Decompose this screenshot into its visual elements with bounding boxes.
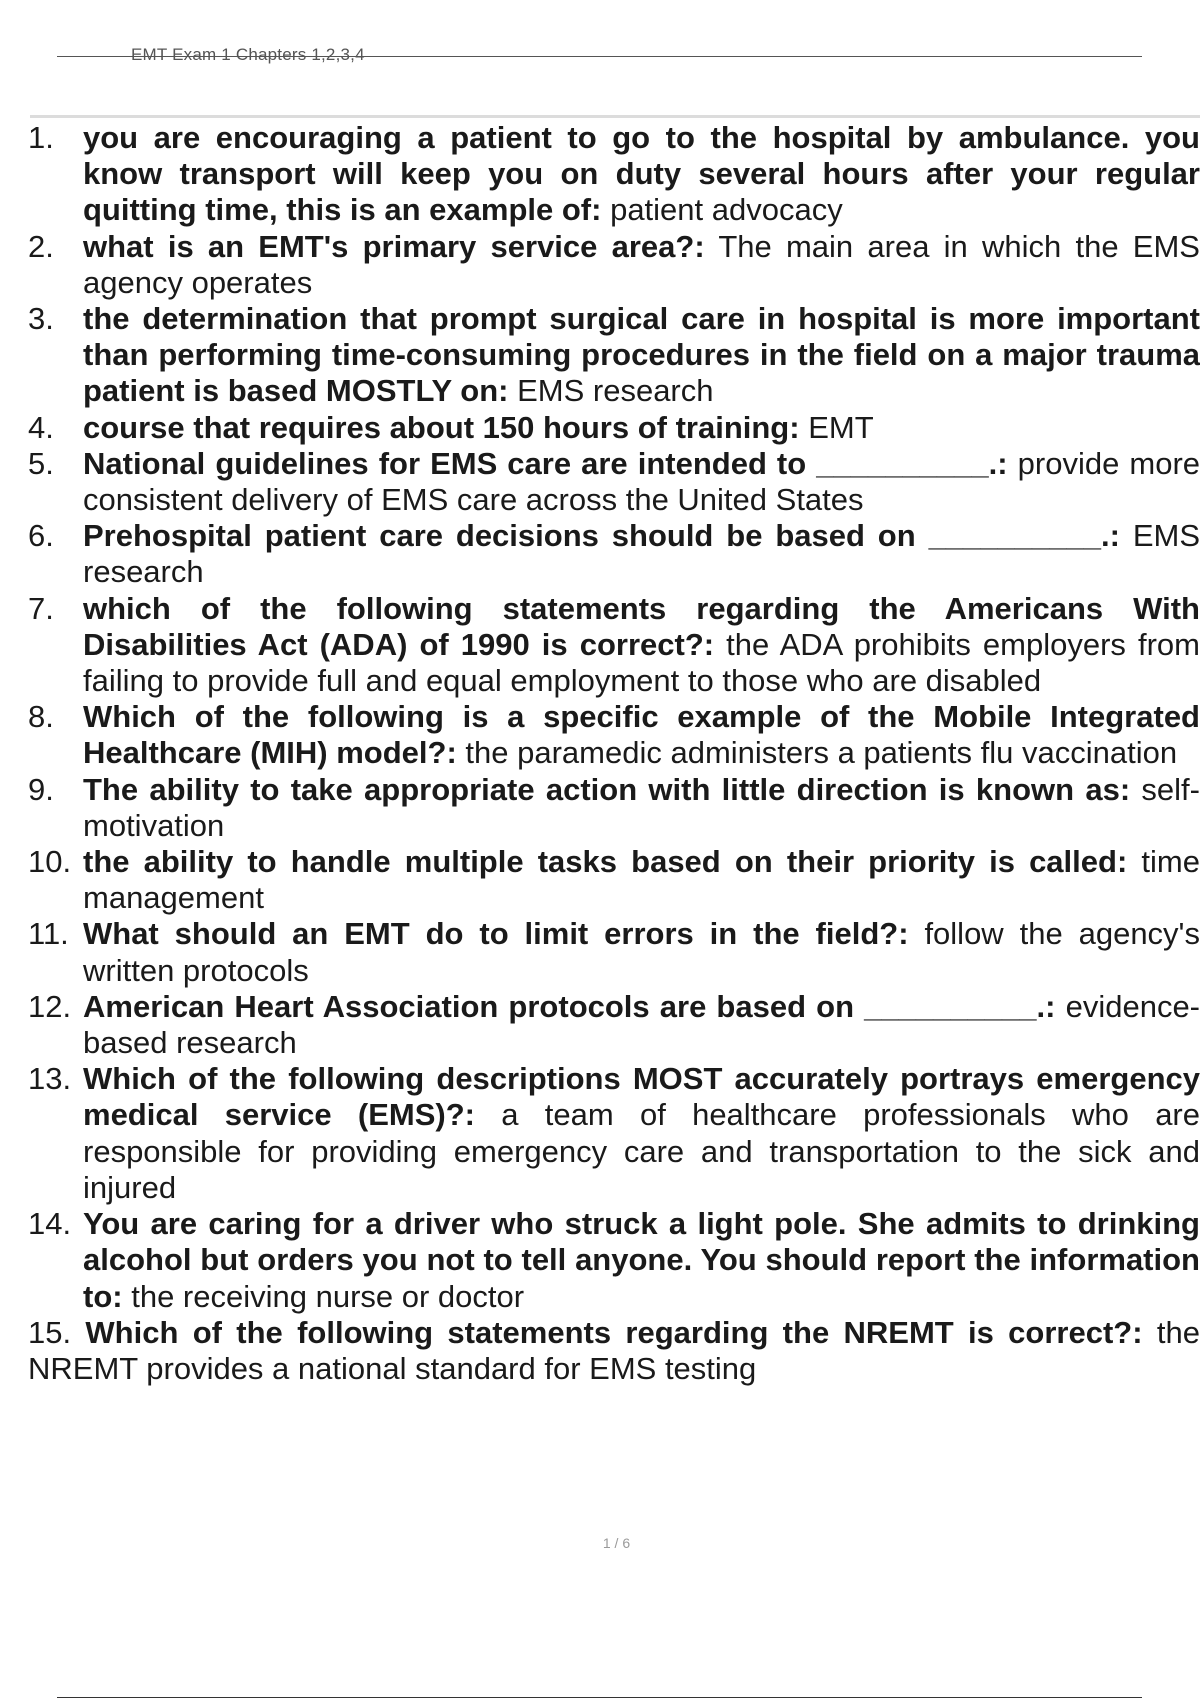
question-number: 15. xyxy=(28,1314,72,1350)
question-number: 3. xyxy=(28,301,54,337)
question-item xyxy=(28,120,1200,229)
question-text: course that requires about 150 hours of training: xyxy=(83,409,800,445)
question-number: 10. xyxy=(28,844,72,880)
question-item xyxy=(28,446,1200,518)
question-text: What should an EMT do to limit errors in the field?: xyxy=(83,916,909,952)
answer-text: evidence-based research xyxy=(83,988,1200,1061)
question-item xyxy=(28,591,1200,700)
question-text: the ability to handle multiple tasks based on their priority is called: xyxy=(83,844,1128,880)
answer-text: follow the agency's written protocols xyxy=(83,916,1200,988)
question-text: Which of the following statements regarding the NREMT is correct?: xyxy=(85,1314,1143,1350)
question-item xyxy=(28,989,1200,1061)
answer-text: the ADA prohibits employers from failing to provide full and equal employment to those who are disabled xyxy=(83,626,1200,699)
question-text: you are encouraging a patient to go to the hospital by ambulance. you know transport will keep you on duty several hours after your regular quitting time, this is an example of: xyxy=(83,120,1200,228)
question-number: 7. xyxy=(28,590,54,626)
question-text: Which of the following descriptions MOST accurately portrays emergency medical service (EMS)?: xyxy=(83,1061,1200,1133)
question-number: 14. xyxy=(28,1206,72,1242)
question-item xyxy=(28,844,1200,916)
question-text: what is an EMT's primary service area?: xyxy=(83,228,705,264)
question-item xyxy=(28,772,1200,844)
answer-text: the NREMT provides a national standard for EMS testing xyxy=(28,1314,1200,1386)
answer-text: The main area in which the EMS agency operates xyxy=(83,228,1200,300)
question-text: Prehospital patient care decisions should be based on __________.: xyxy=(83,518,1120,554)
answer-text: provide more consistent delivery of EMS care across the United States xyxy=(83,445,1200,518)
question-item xyxy=(28,229,1200,301)
question-text: Which of the following is a specific example of the Mobile Integrated Healthcare (MIH) model?: xyxy=(83,699,1200,771)
question-number: 12. xyxy=(28,988,72,1024)
question-item xyxy=(28,518,1200,590)
answer-text: EMT xyxy=(808,409,874,445)
question-text: The ability to take appropriate action with little direction is known as: xyxy=(83,771,1131,807)
question-number: 6. xyxy=(28,518,54,554)
question-number: 2. xyxy=(28,228,54,264)
answer-text: self-motivation xyxy=(83,771,1200,843)
question-text: National guidelines for EMS care are intended to __________.: xyxy=(83,445,1008,481)
question-number: 5. xyxy=(28,445,54,481)
question-number: 13. xyxy=(28,1061,72,1097)
answer-text: a team of healthcare professionals who are responsible for providing emergency care and transportation to the sick and injured xyxy=(83,1097,1200,1205)
question-list xyxy=(28,120,1200,1387)
answer-text: time management xyxy=(83,844,1200,916)
question-item xyxy=(28,301,1200,410)
answer-text: EMS research xyxy=(83,518,1200,590)
question-number: 8. xyxy=(28,699,54,735)
question-text: which of the following statements regarding the Americans With Disabilities Act (ADA) of 1990 is correct?: xyxy=(83,590,1200,662)
answer-text: the receiving nurse or doctor xyxy=(131,1278,525,1314)
question-item xyxy=(28,1206,1200,1315)
question-item xyxy=(28,699,1200,771)
question-item xyxy=(28,1061,1200,1206)
question-item xyxy=(28,410,1200,446)
content-divider xyxy=(30,115,1200,118)
question-item xyxy=(28,916,1200,988)
page-number: 1 / 6 xyxy=(602,1535,631,1551)
document-title: EMT Exam 1 Chapters 1,2,3,4 xyxy=(131,45,365,64)
footer-rule xyxy=(57,1697,1142,1698)
question-item xyxy=(28,1315,1200,1387)
question-number: 1. xyxy=(28,120,54,155)
question-text: the determination that prompt surgical care in hospital is more important than performing time-consuming procedures in the field on a major trauma patient is based MOSTLY on: xyxy=(83,301,1200,409)
question-number: 11. xyxy=(28,916,69,952)
page-header xyxy=(0,0,1200,110)
answer-text: the paramedic administers a patients flu vaccination xyxy=(465,735,1178,771)
answer-text: EMS research xyxy=(517,373,714,409)
question-text: American Heart Association protocols are based on __________.: xyxy=(83,988,1056,1024)
answer-text: patient advocacy xyxy=(610,192,843,228)
question-text: You are caring for a driver who struck a light pole. She admits to drinking alcohol but orders you not to tell anyone. You should report the information to: xyxy=(83,1206,1200,1314)
question-number: 9. xyxy=(28,771,54,807)
question-number: 4. xyxy=(28,409,54,445)
